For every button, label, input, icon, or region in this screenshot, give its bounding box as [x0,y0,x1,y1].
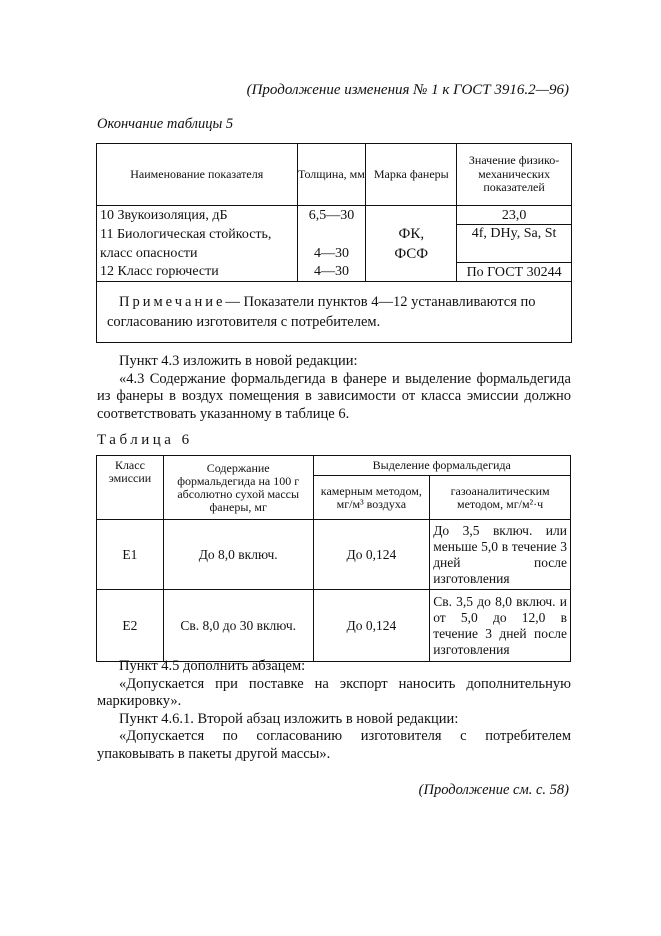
grade-line2: ФСФ [394,245,429,262]
paragraph-line: Пункт 4.6.1. Второй абзац изложить в новой редакции: [119,710,459,727]
table-6 [96,455,571,662]
row-content: Св. 8,0 до 30 включ. [163,590,313,662]
table-row [97,263,572,282]
row-name: 12 Класс горючести [97,263,298,282]
table5-header-grade: Марка фанеры [366,144,457,206]
table6-header-class: Класс эмиссии [97,456,164,520]
table6-header-gas: газоаналитическим методом, мг/м²·ч [430,476,571,520]
row-gas: До 3,5 включ. или меньше 5,0 в течение 3 дней после изготовления [430,520,571,590]
table-5 [96,143,572,343]
paragraph-line: «4.3 Содержание формальдегида в фанере и выделение формальдегида из фанеры в воздух помещения в зависимости от класса эмиссии должно соответствовать указанному в таблице 6. [97,370,571,422]
row-name: 11 Биологическая стойкость, [97,225,298,244]
table-row [97,225,572,244]
note-label: Примечание [119,294,226,310]
row-name-cont: класс опасности [97,244,298,263]
continuation-footer: (Продолжение см. с. 58) [418,782,569,798]
row-value: 23,0 [457,206,572,225]
grade-line1: ФК, [398,225,425,242]
table6-caption: Таблица 6 [97,432,193,448]
row-value: 4f, DHy, Sa, St [457,225,572,263]
paragraph-line: «Допускается по согласованию изготовителя с потребителем упаковывать в пакеты другой массы». [97,728,571,762]
row-thickness: 4—30 [297,244,366,263]
table6-header-content: Содержание формальдегида на 100 г абсолютно сухой массы фанеры, мг [163,456,313,520]
paragraph-line: Пункт 4.3 изложить в новой редакции: [119,353,358,369]
paragraph-line: Пункт 4.5 дополнить абзацем: [119,658,306,674]
continuation-header: (Продолжение изменения № 1 к ГОСТ 3916.2—96) [246,82,569,98]
paragraph-4-5 [97,658,571,764]
row-grade [366,206,457,282]
row-thickness: 6,5—30 [297,206,366,225]
note-text: — Показатели пунктов 4—12 устанавливаются по согласованию изготовителя с потребителем. [107,294,536,330]
table-row [97,520,571,590]
table5-header-thickness: Толщина, мм [297,144,366,206]
table-row [97,590,571,662]
table6-header-emission: Выделение формальдегида [313,456,570,476]
paragraph-line: «Допускается при поставке на экспорт наносить дополнительную маркировку». [97,675,571,710]
row-chamber: До 0,124 [313,520,430,590]
table5-caption: Окончание таблицы 5 [97,116,234,132]
row-gas: Св. 3,5 до 8,0 включ. и от 5,0 до 12,0 в течение 3 дней после изготовления [430,590,571,662]
paragraph-4-3 [97,353,571,423]
row-value: По ГОСТ 30244 [457,263,572,282]
row-chamber: До 0,124 [313,590,430,662]
table5-header-name: Наименование показателя [97,144,298,206]
row-class: Е1 [97,520,164,590]
row-class: Е2 [97,590,164,662]
row-thickness: 4—30 [297,263,366,282]
table5-header-value: Значение физико-механических показателей [457,144,572,206]
table-row [97,206,572,225]
table6-header-chamber: камерным методом, мг/м³ воздуха [313,476,430,520]
row-content: До 8,0 включ. [163,520,313,590]
row-name: 10 Звукоизоляция, дБ [97,206,298,225]
table5-note [97,282,572,343]
